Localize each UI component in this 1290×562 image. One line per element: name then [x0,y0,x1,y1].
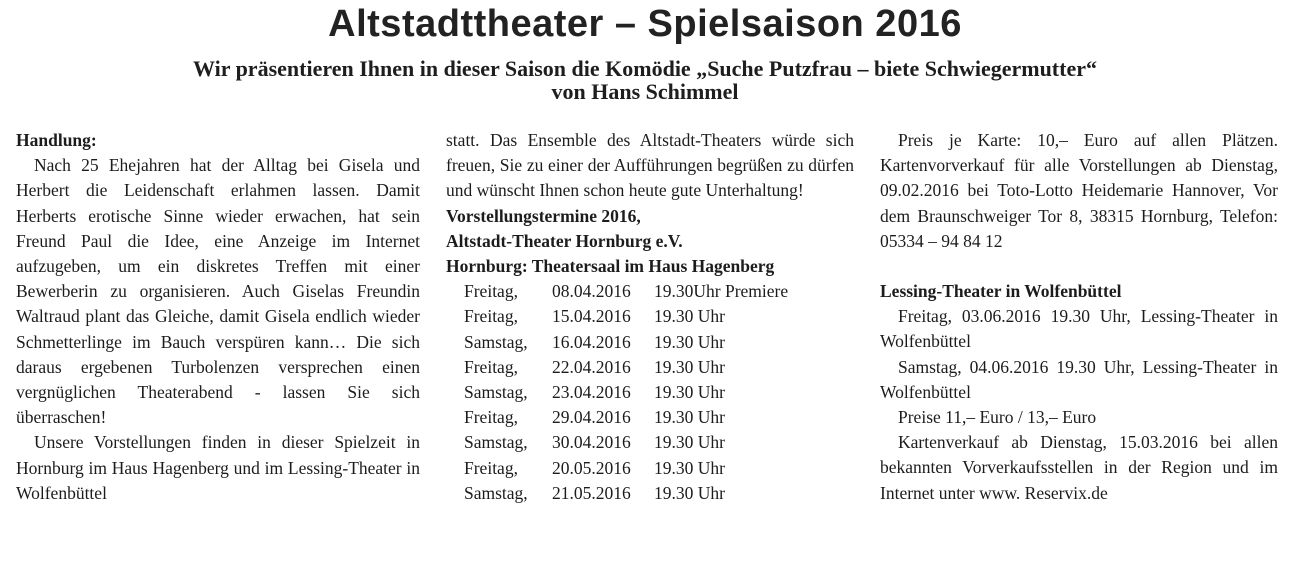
performance-time: 19.30 Uhr [654,432,725,453]
lessing-prices: Preise 11,– Euro / 13,– Euro [898,407,1097,428]
performance-date-row [446,355,854,380]
performance-date: 08.04.2016 [552,281,631,302]
venue-heading: Hornburg: Theatersaal im Haus Hagenberg [446,256,775,277]
performance-weekday: Samstag, [464,382,528,403]
subtitle-line-1: Wir präsentieren Ihnen in dieser Saison die Komödie „Suche Putzfrau – biete Schwiegermutter“ [192,56,1097,81]
schedule-heading: Vorstellungstermine 2016, [446,205,641,226]
organizer-heading: Altstadt-Theater Hornburg e.V. [446,230,683,251]
performance-date: 29.04.2016 [552,407,631,428]
performance-weekday: Samstag, [464,432,528,453]
lessing-heading: Lessing-Theater in Wolfenbüttel [880,281,1122,302]
performance-time: 19.30 Uhr [654,482,725,503]
performance-date-row [446,456,854,481]
spacer [880,254,1278,279]
page-title: Altstadttheater – Spielsaison 2016 [328,3,962,45]
performance-date-row [446,330,854,355]
plot-heading: Handlung: [16,130,97,150]
performance-weekday: Freitag, [464,457,518,478]
lessing-performance-1: Freitag, 03.06.2016 19.30 Uhr, Lessing-Theater in Wolfenbüttel [880,306,1278,352]
performance-weekday: Samstag, [464,482,528,503]
performance-weekday: Freitag, [464,356,518,377]
performance-date: 15.04.2016 [552,306,631,327]
performance-date-row [446,304,854,329]
performance-date-row [446,279,854,304]
ticket-price-paragraph: Preis je Karte: 10,– Euro auf allen Plätzen. Kartenvorverkauf für alle Vorstellungen ab Dienstag, 09.02.2016 bei Toto-Lotto Heidemarie Hannover, Vor dem Braunschweiger Tor 8, 38315 Hornburg, Telefon: 05334 – 94 84 12 [880,130,1278,251]
performance-time: 19.30 Uhr [654,306,725,327]
performance-time: 19.30 Uhr [654,457,725,478]
performance-date: 16.04.2016 [552,331,631,352]
performance-time: 19.30 Uhr [654,382,725,403]
performance-weekday: Samstag, [464,331,528,352]
ensemble-paragraph: statt. Das Ensemble des Altstadt-Theaters würde sich freuen, Sie zu einer der Aufführungen begrüßen zu dürfen und wünscht Ihnen schon heute gute Unterhaltung! [446,130,854,201]
performance-date: 30.04.2016 [552,432,631,453]
performance-date-row [446,405,854,430]
performance-weekday: Freitag, [464,306,518,327]
performance-weekday: Freitag, [464,407,518,428]
performance-time: 19.30 Uhr [654,331,725,352]
venue-paragraph: Unsere Vorstellungen finden in dieser Spielzeit in Hornburg im Haus Hagenberg und im Lessing-Theater in Wolfenbüttel [16,432,420,503]
performance-date-row [446,380,854,405]
presale-paragraph: Kartenverkauf ab Dienstag, 15.03.2016 bei allen bekannten Vorverkaufsstellen in der Region und im Internet unter www. Reservix.de [880,432,1278,503]
column-schedule [446,128,854,506]
subtitle-line-2: von Hans Schimmel [551,79,739,104]
performance-date-row [446,481,854,506]
performance-time: 19.30Uhr Premiere [654,281,789,302]
column-tickets [880,128,1278,506]
performance-date: 21.05.2016 [552,482,631,503]
performance-date: 22.04.2016 [552,356,631,377]
performance-date-row [446,430,854,455]
performance-weekday: Freitag, [464,281,518,302]
date-list [446,279,854,506]
column-plot [16,128,420,506]
performance-time: 19.30 Uhr [654,407,725,428]
lessing-performance-2: Samstag, 04.06.2016 19.30 Uhr, Lessing-Theater in Wolfenbüttel [880,356,1278,402]
performance-time: 19.30 Uhr [654,356,725,377]
plot-paragraph: Nach 25 Ehejahren hat der Alltag bei Gisela und Herbert die Leidenschaft erlahmen lassen. Damit Herberts erotische Sinne wieder erwachen, hat sein Freund Paul die Idee, eine Anzeige im Internet aufzugeben, um ein diskretes Treffen mit einer Bewerberin zu organisieren. Auch Giselas Freundin Waltraud plant das Gleiche, damit Gisela endlich wieder Schmetterlinge im Bauch verspüren kann… Die sich daraus ergebenen Turbolenzen versprechen einen vergnüglichen Theaterabend - lassen Sie sich überraschen! [16,155,420,428]
performance-date: 20.05.2016 [552,457,631,478]
performance-date: 23.04.2016 [552,382,631,403]
